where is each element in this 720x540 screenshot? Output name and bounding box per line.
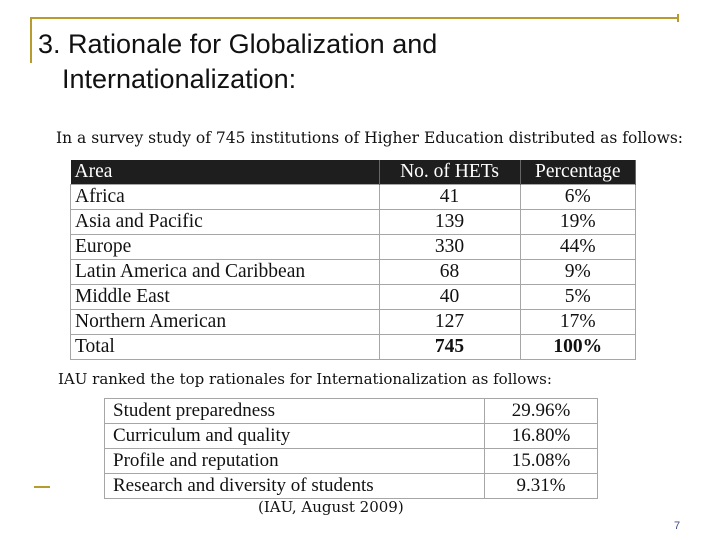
slide-title-line1: 3. Rationale for Globalization and [38,29,438,59]
table-row [71,185,636,210]
area-cell: Middle East [71,285,380,310]
hets-cell: 139 [379,210,520,235]
total-label-cell: Total [71,335,380,360]
source-citation: (IAU, August 2009) [258,498,404,516]
table-row [105,449,598,474]
percentage-cell: 19% [520,210,636,235]
percentage-cell: 44% [520,235,636,260]
rationale-cell: Profile and reputation [105,449,485,474]
table-row-total [71,335,636,360]
hets-cell: 127 [379,310,520,335]
area-cell: Latin America and Caribbean [71,260,380,285]
percentage-cell: 5% [520,285,636,310]
hets-cell: 40 [379,285,520,310]
table-row [105,474,598,499]
survey-table-header-row [71,160,636,185]
table-row [71,235,636,260]
left-accent-rule [30,17,32,63]
area-cell: Africa [71,185,380,210]
total-percentage-cell: 100% [520,335,636,360]
slide-title [38,27,638,97]
page-number: 7 [674,520,681,532]
hets-cell: 41 [379,185,520,210]
rationale-cell: Research and diversity of students [105,474,485,499]
top-accent-rule [30,17,678,19]
percentage-cell: 17% [520,310,636,335]
area-cell: Northern American [71,310,380,335]
area-cell: Asia and Pacific [71,210,380,235]
rationales-intro-text: IAU ranked the top rationales for Internationalization as follows: [58,370,552,388]
table-row [71,210,636,235]
rationale-value-cell: 15.08% [485,449,598,474]
rationale-cell: Student preparedness [105,399,485,424]
table-row [71,285,636,310]
percentage-cell: 9% [520,260,636,285]
rationale-value-cell: 9.31% [485,474,598,499]
total-hets-cell: 745 [379,335,520,360]
percentage-cell: 6% [520,185,636,210]
area-cell: Europe [71,235,380,260]
survey-table [70,160,636,360]
survey-intro-text: In a survey study of 745 institutions of Higher Education distributed as follows: [56,129,684,147]
header-percentage: Percentage [520,160,636,185]
table-row [71,310,636,335]
slide-title-line2: Internationalization: [62,64,297,94]
header-area: Area [71,160,380,185]
hets-cell: 330 [379,235,520,260]
rationale-value-cell: 16.80% [485,424,598,449]
table-row [105,424,598,449]
table-row [105,399,598,424]
bottom-accent-dash [34,486,50,488]
rationale-value-cell: 29.96% [485,399,598,424]
rationales-table [104,398,598,499]
rationale-cell: Curriculum and quality [105,424,485,449]
header-no-of-hets: No. of HETs [379,160,520,185]
table-row [71,260,636,285]
right-accent-tick [677,14,679,22]
hets-cell: 68 [379,260,520,285]
